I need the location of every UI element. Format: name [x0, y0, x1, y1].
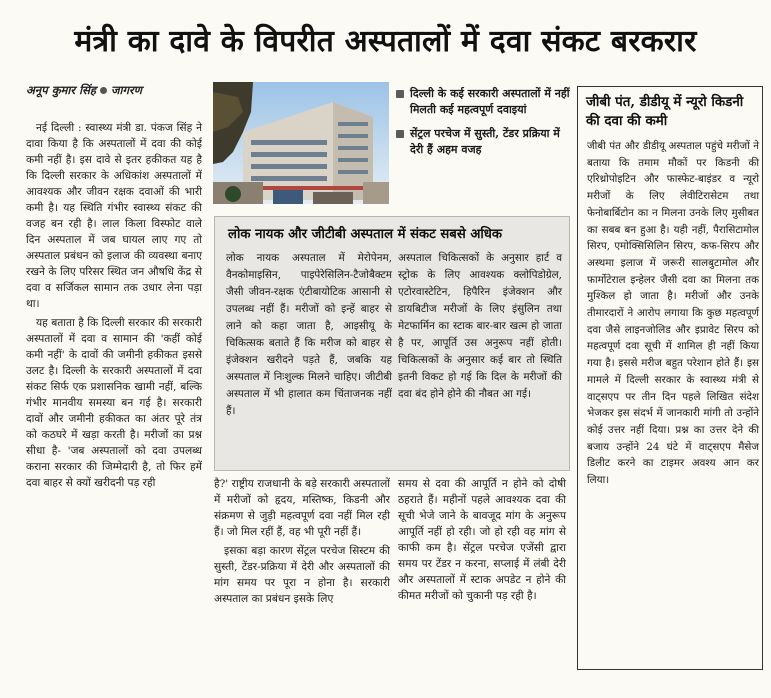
- hospital-photo: [213, 82, 389, 204]
- highlight-item: [394, 126, 572, 158]
- column-2-paragraph-1: है?' राष्ट्रीय राजधानी के बड़े सरकारी अस्पतालों में मरीजों को हृदय, मस्तिष्क, किडनी और संक्रमण से जुड़ी महत्वपूर्ण दवा नहीं मिल रही हैं। जो मिल रहीं हैं, वह भी पूरी नहीं हैं।: [214, 478, 390, 538]
- byline-source: जागरण: [110, 83, 142, 97]
- sidebar-body: जीबी पंत और डीडीयू अस्पताल पहुंचे मरीजों ने बताया कि तमाम मौकों पर किडनी की एरिथ्रोपोइटिन और फास्फेट-बाइंडर व न्यूरो मरीजों के लिए लेवीटिरासेटम तथा फेनोबार्बिटोन का न मिलना उनके लिए मुसीबत का सबब बन हुआ है। यही नहीं, पैरासिटामोल सिरप, एमोक्सिसिलिन सिरप, कफ-सिरप और अस्थमा इलाज में जरूरी सालबुटामोल और फार्मोटेराल इन्हेलर जैसी दवा का मिलना तक मुश्किल हो जाता है। मरीजों और उनके तीमारदारों ने आरोप लगाया कि कुछ महत्वपूर्ण दवा जैसे लाइनजोलिड और इप्रावेट सिरप को महत्वपूर्ण दवा सूची में शामिल ही नहीं किया गया है। इससे मरीज बहुत परेशान होते हैं। इस मामले में दिल्ली सरकार के स्वास्थ्य मंत्री से वाट्सएप पर तीन दिन पहले लिखित संदेश भेजकर इस संदर्भ में जानकारी मांगी तो उन्होंने कोई उत्तर नहीं दिया। प्रश्न का उत्तर देने की बजाय उन्होंने 24 घंटे में वाट्सएप मैसेज डिलीट करने का टाइमर अवश्य आन कर लिया।: [587, 140, 759, 487]
- bullet-square-icon: [396, 90, 404, 98]
- column-2: [214, 476, 390, 610]
- highlight-text: दिल्ली के कई सरकारी अस्पतालों में नहीं मिलती कई महत्वपूर्ण दवाइयां: [410, 87, 570, 116]
- byline: [26, 83, 142, 98]
- highlights-list: [394, 86, 572, 166]
- column-3-paragraph: समय से दवा की आपूर्ति न होने को दोषी ठहराते हैं। महीनों पहले आवश्यक दवा की सूची भेजे जाने के बावजूद मांग के अनुरूप आपूर्ति नहीं हो रही। जो हो रही वह मांग से काफी कम है। सेंट्रल परचेज एजेंसी द्वारा समय पर टेंडर न करना, सप्लाई में लंबी देरी और अस्पतालों में स्टाक अपडेट न होने की कीमत मरीजों को चुकानी पड़ रही है।: [398, 478, 566, 602]
- bullet-square-icon: [396, 130, 404, 138]
- column-2-paragraph-2: इसका बड़ा कारण सेंट्रल परचेज सिस्टम की सुस्ती, टेंडर-प्रक्रिया में देरी और अस्पतालों की मांग समय पर पूरा न होना है। सरकारी अस्पताल का प्रबंधन इसके लिए: [214, 545, 390, 605]
- column-1-paragraph-2: यह बताता है कि दिल्ली सरकार की सरकारी अस्पतालों में दवा व सामान की 'कहीं कोई कमी नहीं' के दावों की जमीनी हकीकत इससे उलट है। दिल्ली के सरकारी अस्पतालों में दवा संकट सिर्फ एक प्रशासनिक खामी नहीं, बल्कि गंभीर मानवीय समस्या बन गई है। सरकारी दावों और जमीनी हकीकत का अंतर पूरे तंत्र को कठघरे में खड़ा करती है। मरीजों का प्रश्न सीधा है- 'जब अस्पतालों को दवा उपलब्ध कराना सरकार की जिम्मेदारी है, तो फिर हमें दवा बाहर से क्यों खरीदनी पड़ रही: [26, 317, 202, 489]
- byline-author: अनूप कुमार सिंह: [26, 83, 96, 97]
- column-1: [26, 120, 202, 494]
- highlight-text: सेंट्रल परचेज में सुस्ती, टेंडर प्रक्रिया में देरी हैं अहम वजह: [410, 127, 560, 156]
- box-right-column: अस्पताल चिकित्सकों के अनुसार हार्ट व स्ट्रोक के लिए आवश्यक क्लोपिडोग्रेल, एटोरवास्टेटिन, हिपैरिन इंजेक्शन और डायबिटीज मरीजों के लिए इंसुलिन तथा मेटफार्मिन का स्टाक बार-बार खत्म हो जाता है पर, आपूर्ति उस अनुरूप नहीं होती। चिकित्सकों के अनुसार कई बार तो स्थिति इतनी विकट हो गई कि दिल के मरीजों की दवा बंद होने होने की नौबत आ गई।: [398, 252, 562, 400]
- hospital-building-illustration: [213, 82, 389, 204]
- column-3: [398, 476, 566, 607]
- box-left-column: लोक नायक अस्पताल में मेरोपेनम, वैनकोमाइसिन, पाइपेरेसिलिन-टैजोबैक्टम जैसी जीवन-रक्षक एंटीबायोटिक आसानी से उपलब्ध नहीं हैं। मरीजों को इन्हें बाहर से लाने को कहा जाता है, आइसीयू के चिकित्सक बताते हैं कि मरीज को बाहर से इंजेक्शन खरीदने पड़ते हैं, जबकि यह अस्पताल में निःशुल्क मिलने चाहिए। जीटीबी अस्पताल में भी हालात कम चिंताजनक नहीं हैं।: [226, 252, 392, 417]
- headline: मंत्री का दावे के विपरीत अस्पतालों में दवा संकट बरकरार: [74, 24, 697, 59]
- highlight-item: [394, 86, 572, 118]
- bullet-dot-icon: [100, 87, 107, 94]
- sidebar-title: जीबी पंत, डीडीयू में न्यूरो किडनी की दवा की कमी: [586, 94, 744, 129]
- column-1-paragraph-1: नई दिल्ली : स्वास्थ्य मंत्री डा. पंकज सिंह ने दावा किया है कि अस्पतालों में दवा की कोई कमी नहीं है। इस दावे से इतर हकीकत यह है कि दिल्ली सरकार के अधिकांश अस्पतालों में आवश्यक और जीवन रक्षक दवाओं की भारी कमी है। यह स्थिति गंभीर स्वास्थ्य संकट की वजह बन रही है। लाल किला विस्फोट वाले दिन अस्पताल में जब घायल लाए गए तो अस्पताल प्रबंधन को इलाज की व्यवस्था बनाए रखने के लिए परिसर स्थित जन औषधि केंद्र से दवा व सर्जिकल सामान तक उधार लेना पड़ा था।: [26, 122, 202, 310]
- box-title: लोक नायक और जीटीबी अस्पताल में संकट सबसे अधिक: [228, 227, 503, 242]
